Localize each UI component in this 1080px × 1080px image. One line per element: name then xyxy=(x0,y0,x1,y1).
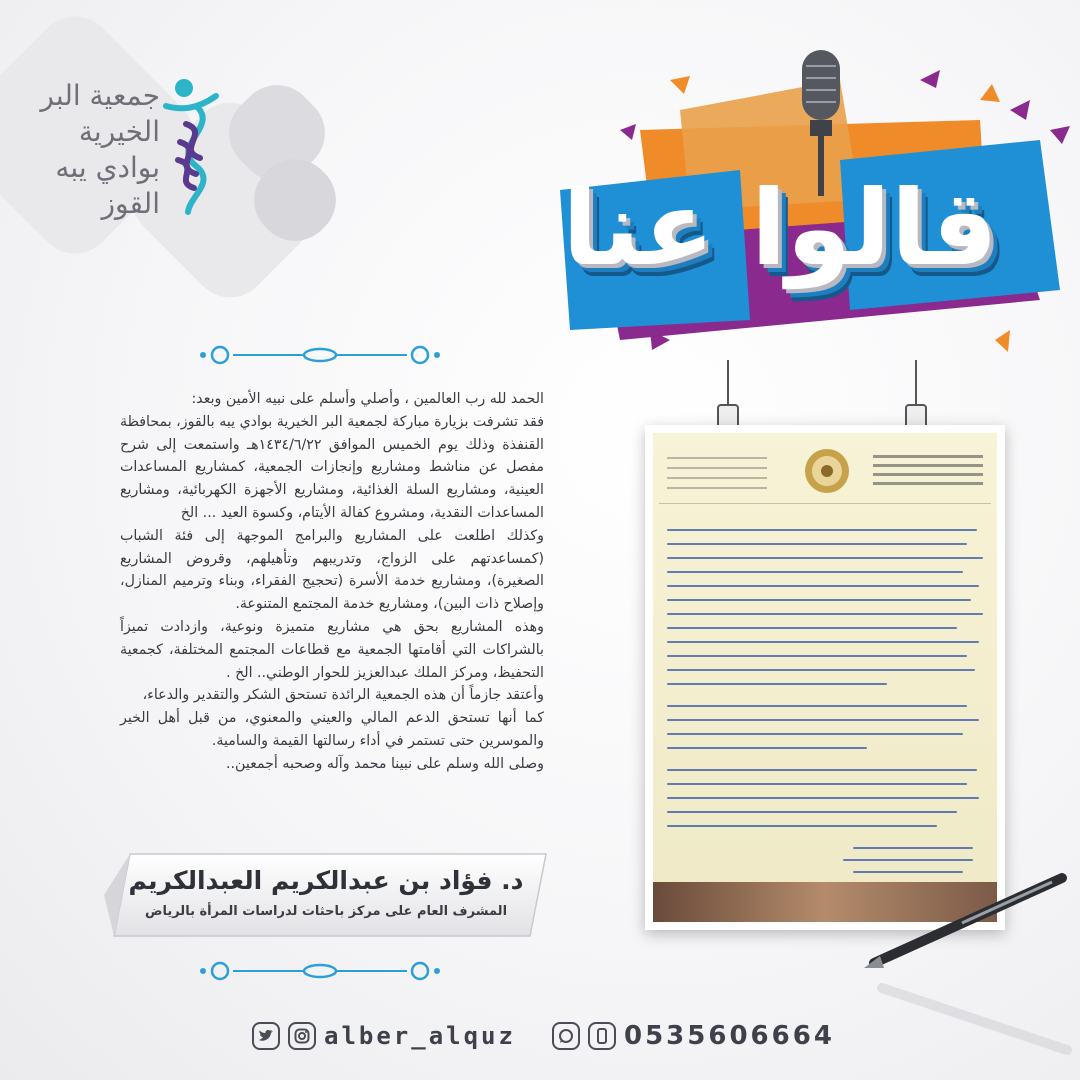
letter-emblem-icon xyxy=(803,447,851,495)
testimonial-paragraph: كما أنها تستحق الدعم المالي والعيني والمعنوي، من قبل أهل الخير والموسرين حتى تستمر في أداء رسالتها القيمة والسامية. xyxy=(120,710,544,749)
signature-card xyxy=(100,850,560,940)
signer-name: د. فؤاد بن عبدالكريم العبدالكريم xyxy=(128,866,524,895)
testimonial-paragraph: وهذه المشاريع بحق هي مشاريع متميزة ونوعية، وازدادت تميزاً بالشراكات التي أقامتها الجمعية مع قطاعات المجتمع المختلفة، كجمعية التحفيظ، ومركز الملك عبدالعزيز للحوار الوطني.. الخ . xyxy=(120,618,544,681)
pen-icon xyxy=(862,868,1072,1058)
testimonial-text xyxy=(120,388,544,776)
phone-group xyxy=(552,1016,835,1056)
org-name-line: جمعية البر xyxy=(40,79,160,112)
testimonial-paragraph: الحمد لله رب العالمين ، وأصلي وأسلم على نبيه الأمين وبعد: xyxy=(191,391,544,407)
twitter-icon[interactable] xyxy=(252,1022,280,1050)
phone-number[interactable]: 0535606664 xyxy=(624,1021,835,1051)
org-name-line: الخيرية xyxy=(78,115,160,148)
handwritten-letter-image xyxy=(645,425,1005,930)
ornament-divider-bottom xyxy=(195,958,445,984)
testimonial-paragraph: وكذلك اطلعت على المشاريع والبرامج الموجهة إلى فئة الشباب (كمساعدتهم على الزواج، وتدريبهم وتأهيلهم، وقروض المشاريع الصغيرة)، ومشاريع خدمة الأسرة (تحجيج الفقراء، وبناء وترميم المنازل، وإصلاح ذات البين)، ومشاريع خدمة المجتمع المتنوعة. xyxy=(120,527,544,613)
testimonial-paragraph: وصلى الله وسلم على نبينا محمد وآله وصحبه أجمعين.. xyxy=(226,755,544,772)
banner-title: قالوا عنا xyxy=(562,167,998,289)
hanging-string xyxy=(727,360,729,410)
ornament-divider-top xyxy=(195,342,445,368)
organization-name xyxy=(40,78,160,222)
organization-logo-icon xyxy=(160,66,222,216)
whatsapp-icon[interactable] xyxy=(552,1022,580,1050)
org-name-line: بوادي يبه xyxy=(55,151,160,184)
org-name-line: القوز xyxy=(101,187,160,220)
mobile-icon[interactable] xyxy=(588,1022,616,1050)
social-handle[interactable]: alber_alquz xyxy=(324,1022,516,1050)
instagram-icon[interactable] xyxy=(288,1022,316,1050)
signer-title: المشرف العام على مركز باحثات لدراسات المرأة بالرياض xyxy=(144,904,508,919)
hanging-string xyxy=(915,360,917,410)
testimonial-paragraph: وأعتقد جازماً أن هذه الجمعية الرائدة تستحق الشكر والتقدير والدعاء، xyxy=(142,687,544,704)
testimonial-paragraph: فقد تشرفت بزيارة مباركة لجمعية البر الخيرية بوادي يبه بالقوز، بمحافظة القنفذة وذلك يوم الخميس الموافق ١٤٣٤/٦/٢٢هـ واستمعت إلى شرح مفصل عن مناشط ومشاريع وإنجازات الجمعية، كمشاريع المساعدات العينية، ومشاريع السلة الغذائية، ومشاريع الأجهزة الكهربائية، ومشاريع المساعدات النقدية، ومشروع كفالة الأيتام، وكسوة العيد ... الخ xyxy=(120,413,544,521)
social-handle-group xyxy=(252,1016,516,1056)
